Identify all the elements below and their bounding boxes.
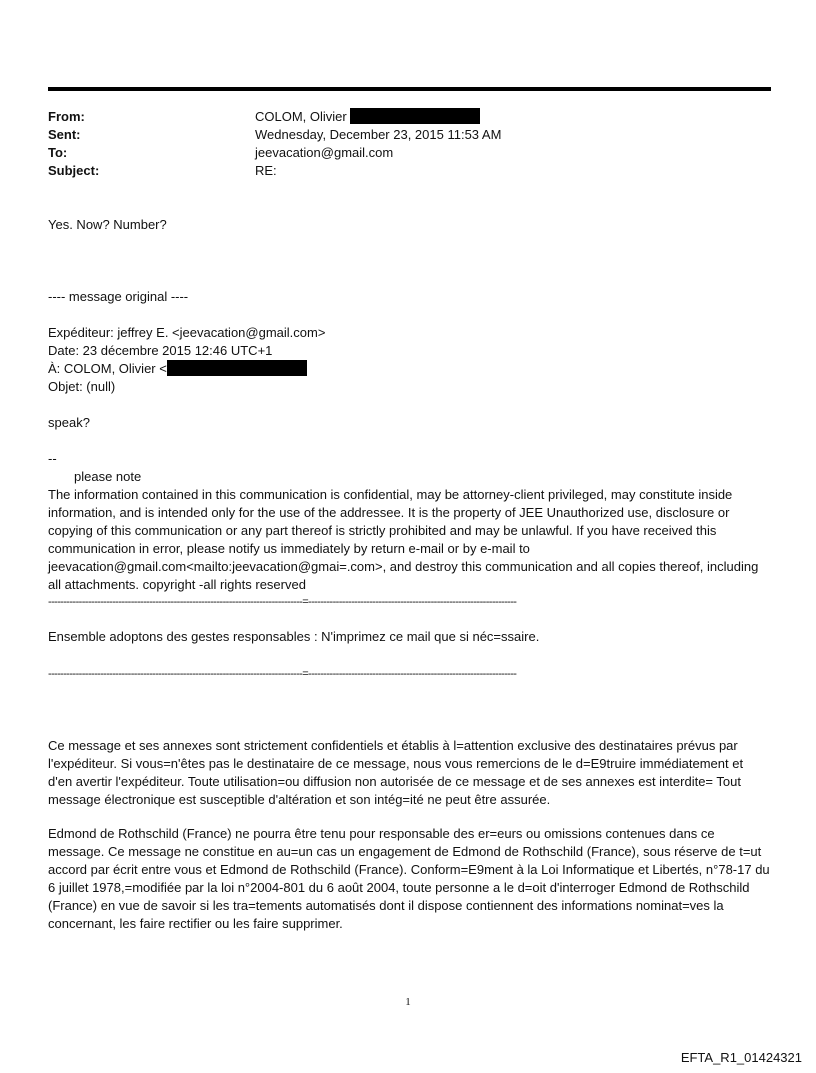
- separator-line: -----------------------------------------------------------------------------------=--------------------------------------------------------------------: [48, 668, 517, 680]
- to-value: jeevacation@gmail.com: [255, 145, 394, 160]
- from-row: [48, 108, 768, 126]
- redaction-block: [167, 360, 307, 376]
- from-value: [255, 108, 480, 126]
- subject-value: RE:: [255, 163, 277, 178]
- header-rule: [48, 87, 771, 91]
- confidential-notice-fr: Ce message et ses annexes sont strictement confidentiels et établis à l=attention exclusive des destinataires prévus par l'expéditeur. Si vous=n'êtes pas le destinataire de ce message, nous vous remercions de le d=E9truire immédiatement et d'en avertir l'expéditeur. Toute utilisation=ou diffusion non autorisée de ce message et de ses annexes est interdite= Tout message électronique est susceptible d'altération et son intég=ité ne peut être assurée.: [48, 738, 744, 807]
- from-label: From:: [48, 109, 85, 124]
- redaction-block: [350, 108, 480, 124]
- sent-value: Wednesday, December 23, 2015 11:53 AM: [255, 127, 502, 142]
- eco-note: Ensemble adoptons des gestes responsables : N'imprimez ce mail que si néc=ssaire.: [48, 629, 540, 644]
- subject-row: [48, 162, 768, 180]
- page-number: 1: [405, 996, 411, 1008]
- original-sender-line: Expéditeur: jeffrey E. <jeevacation@gmail.com>: [48, 325, 326, 340]
- original-message-divider: ---- message original ----: [48, 289, 189, 304]
- liability-notice-fr: Edmond de Rothschild (France) ne pourra être tenu pour responsable des er=eurs ou omissions contenues dans ce message. Ce message ne constitue en au=un cas un engagement de Edmond de Rothschild (France), sous réserve de t=ut accord par écrit entre vous et Edmond de Rothschild (France). Conform=E9ment à la Loi Informatique et Libertés, n°78-17 du 6 juillet 1978,=modifiée par la loi n°2004-801 du 6 août 2004, toute personne a le d=oit d'interroger Edmond de Rothschild (France) en vue de savoir si les tra=tements automatisés dont il dispose contiennent des informations nominat=ves la concernant, les faire rectifier ou les faire supprimer.: [48, 826, 770, 931]
- original-date-line: Date: 23 décembre 2015 12:46 UTC+1: [48, 343, 273, 358]
- sent-row: [48, 126, 768, 144]
- reply-body: Yes. Now? Number?: [48, 217, 167, 232]
- separator-line: -----------------------------------------------------------------------------------=--------------------------------------------------------------------: [48, 596, 517, 608]
- to-row: [48, 144, 768, 162]
- signature-dashes: --: [48, 451, 57, 466]
- original-to-text: À: COLOM, Olivier <: [48, 361, 167, 376]
- original-object-line: Objet: (null): [48, 379, 116, 394]
- please-note: please note: [74, 469, 142, 484]
- from-name: COLOM, Olivier: [255, 109, 347, 124]
- sent-label: Sent:: [48, 127, 81, 142]
- to-label: To:: [48, 145, 68, 160]
- original-body: speak?: [48, 415, 90, 430]
- email-header: [48, 108, 768, 180]
- confidentiality-disclaimer: The information contained in this communication is confidential, may be attorney-client privileged, may constitute inside information, and is intended only for the use of the addressee. It is the property of JEE Unauthorized use, disclosure or copying of this communication or any part thereof is strictly prohibited and may be unlawful. If you have received this communication in error, please notify us immediately by return e-mail or by e-mail to jeevacation@gmail.com<mailto:jeevacation@gmai=.com>, and destroy this communication and all copies thereof, including all attachments. copyright -all rights reserved: [48, 487, 759, 592]
- subject-label: Subject:: [48, 163, 100, 178]
- original-to-line: [48, 360, 768, 378]
- document-id: EFTA_R1_01424321: [680, 1050, 802, 1065]
